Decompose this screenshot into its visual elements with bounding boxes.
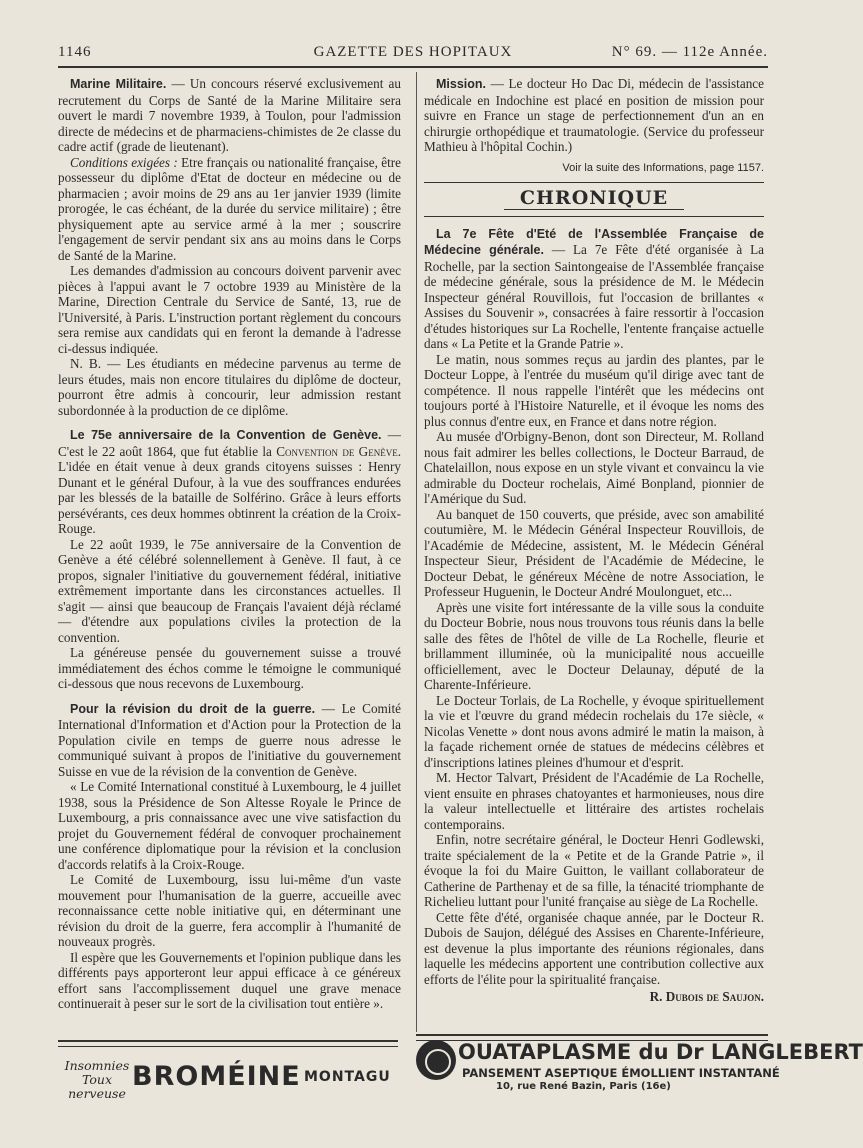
ad-rule bbox=[58, 1040, 398, 1047]
article-text: M. Hector Talvart, Président de l'Académie de La Rochelle, vient ensuite en phrases chatoyantes et harmonieuses, nous dire la valeur intellectuelle et littéraire des artistes rochelais contemporains. bbox=[424, 770, 764, 832]
article-text: — Un concours réservé exclusivement au recrutement du Corps de Santé de la Marine Militaire sera ouvert le mardi 7 novembre 1939, à Toulon, pour l'admission directe de médecins et de pharmaciens-chimistes de 2e classe du cadre actif (grade de lieutenant). bbox=[58, 76, 401, 154]
article-text: N. B. — Les étudiants en médecine parvenus au terme de leurs études, mais non encore titulaires du diplôme de docteur, pourront être admis à concourir, leur admission restant subordonnée à la production de ce diplôme. bbox=[58, 356, 401, 418]
ad-indication bbox=[58, 1059, 136, 1101]
header-rule bbox=[58, 66, 768, 68]
ad-product-name: BROMÉINE bbox=[132, 1061, 301, 1092]
ad-bromeine bbox=[58, 1055, 398, 1125]
article-heading: Marine Militaire. bbox=[70, 77, 167, 91]
article-heading: La 7e Fête d'Eté de l'Assemblée Française de Médecine générale. bbox=[424, 226, 764, 257]
ad-product-name: OUATAPLASME du Dr LANGLEBERT bbox=[458, 1040, 863, 1064]
page-number: 1146 bbox=[58, 44, 92, 60]
ad-ouataplasme bbox=[416, 1040, 863, 1116]
ad-logo-icon bbox=[416, 1040, 456, 1080]
article-fete bbox=[424, 226, 764, 1005]
article-text: Après une visite fort intéressante de la ville sous la conduite du Docteur Bobrie, nous nous trouvons tous réunis dans la belle salle des fêtes de l'hôtel de ville de La Rochelle, fleurie et brillamment illuminée, où la municipalité nous accueille officiellement, avec le Docteur Delaunay, député de la Charente-Inférieure. bbox=[424, 599, 764, 692]
article-text: La généreuse pensée du gouvernement suisse a trouvé immédiatement des échos comme le témoigne le communiqué ci-dessous que nous recevons de Luxembourg. bbox=[58, 645, 401, 691]
article-text: « Le Comité International constitué à Luxembourg, le 4 juillet 1938, sous la Présidence de Son Altesse Royale le Prince de Luxembourg, a pris connaissance avec une vive satisfaction du projet du Gouvernement fédéral de convoquer prochainement une conférence diplomatique pour la révision et la conclusion d'accords relatifs à la Croix-Rouge. bbox=[58, 779, 401, 872]
article-text: Convention de Genève. bbox=[276, 443, 401, 459]
article-signature: R. Dubois de Saujon. bbox=[649, 989, 764, 1004]
ad-address: 10, rue René Bazin, Paris (16e) bbox=[496, 1081, 671, 1092]
continuation-note: Voir la suite des Informations, page 1157. bbox=[562, 161, 764, 174]
ad-indication-line: Insomnies bbox=[64, 1058, 130, 1073]
article-text: — La 7e Fête d'été organisée à La Rochelle, par la section Saintongeaise de l'Assemblée française de médecine générale, sous la présidence de M. le Médecin Inspecteur général Rouvillois, fut l'occasion de brillantes « Assises du Souvenir », consacrées à faire ressortir à l'occasion d'études historiques sur La Rochelle, l'entente française actuelle dans « La Petite et la Grande Patrie ». bbox=[424, 242, 765, 351]
article-text: L'idée en était venue à deux grands citoyens suisses : Henry Dunant et le général Dufour, à la vue des souffrances endurées par les blessés de la bataille de Solférino. Grâce à leurs efforts persévérants, ces deux hommes obtinrent la création de la Croix-Rouge. bbox=[58, 459, 401, 536]
chronique-title: CHRONIQUE bbox=[504, 191, 684, 210]
article-text: Les demandes d'admission au concours doivent parvenir avec pièces à l'appui avant le 7 octobre 1939 au Ministère de la Marine, Direction Centrale du Service de Santé, 13, rue de l'Université, à Paris. L'instruction portant règlement du concours sera remise aux candidats qui en feront la demande à l'adresse ci-dessus indiquée. bbox=[58, 263, 401, 356]
article-mission bbox=[424, 76, 764, 176]
article-text: — Le Comité International d'Information et d'Action pour la Protection de la Population civile en temps de guerre nous adresse le communiqué suivant à propos de l'initiative du gouvernement Suisse en vue de la révision de la convention de Genève. bbox=[58, 700, 401, 779]
ad-tagline: PANSEMENT ASEPTIQUE ÉMOLLIENT INSTANTANÉ bbox=[462, 1066, 780, 1080]
ad-indication-line: Toux nerveuse bbox=[68, 1072, 126, 1101]
ad-brand-name: MONTAGU bbox=[304, 1069, 391, 1085]
article-text: Au musée d'Orbigny-Benon, dont son Directeur, M. Rolland nous fait admirer les belles collections, le Docteur Barraud, de Chatelaillon, nous expose en un style vivant et convaincu la vie admirable du Docteur rochelais, Aimé Bonpland, pionnier de l'Amérique du Sud. bbox=[424, 429, 764, 506]
article-heading: Mission. bbox=[436, 77, 487, 91]
article-text: Le Docteur Torlais, de La Rochelle, y évoque spirituellement la vie et l'œuvre du grand médecin rochelais du 17e siècle, « Nicolas Venette » dont nous avons admiré le matin la maison, à la façade richement ornée de statues de médecins célèbres et d'inscriptions latines pleines d'humour et d'esprit. bbox=[424, 692, 764, 770]
article-guerre bbox=[58, 701, 401, 1012]
article-text: Le matin, nous sommes reçus au jardin des plantes, par le Docteur Loppe, à l'entrée du muséum qu'il dirige avec tant de compétence. Il nous rappelle l'intérêt que les médecins ont toujours porté à l'Histoire Naturelle, et il évoque les noms des plus connus d'entre eux, en France et dans notre région. bbox=[424, 351, 764, 429]
article-text: Il espère que les Gouvernements et l'opinion publique dans les différents pays apporteront leur appui efficace à ce généreux effort sans l'accomplissement duquel une grave menace continuerait à peser sur le sort de la civilisation tout entière ». bbox=[58, 949, 401, 1011]
article-text: — C'est le 22 août 1864, que fut établie la bbox=[58, 427, 401, 459]
article-text: Le 22 août 1939, le 75e anniversaire de la Convention de Genève a été célébré solennellement à Genève. Il faut, à ce propos, signaler l'initiative du gouvernement fédéral, initiative extrêmement importante dans les circonstances actuelles. Il s'agit — ainsi que beaucoup de Français l'avaient déjà réclamé — d'étendre aux populations civiles la protection de la convention. bbox=[58, 536, 401, 645]
page-header bbox=[58, 40, 768, 64]
article-text: Le Comité de Luxembourg, issu lui-même d'un vaste mouvement pour l'humanisation de la guerre, accueille avec reconnaissance cette noble initiative qui, en déterminant une révision du droit de la guerre, fera accomplir à l'humanité de nouveaux progrès. bbox=[58, 872, 401, 949]
right-column bbox=[424, 76, 764, 1005]
article-text: Enfin, notre secrétaire général, le Docteur Henri Godlewski, traite spécialement de la « Petite et de la Grande Patrie », il évoque la foi du Maire Guitton, le vaillant collaborateur de Catherine de Parthenay et de sa fille, la ténacité triomphante de Richelieu luttant pour l'unité française au siège de La Rochelle. bbox=[424, 832, 764, 909]
article-text: — Le docteur Ho Dac Di, médecin de l'assistance médicale en Indochine est placé en position de mission pour suivre en France un stage de perfectionnement d'un an en chirurgie orthopédique et traumatologie. (Service du professeur Mathieu à l'hôpital Cochin.) bbox=[424, 76, 764, 154]
article-heading: Le 75e anniversaire de la Convention de Genève. bbox=[70, 428, 382, 442]
article-marine bbox=[58, 76, 401, 418]
article-geneve bbox=[58, 427, 401, 692]
issue-number: N° 69. — 112e Année. bbox=[611, 44, 768, 60]
journal-title: GAZETTE DES HOPITAUX bbox=[313, 44, 513, 60]
article-text: Etre français ou nationalité française, être possesseur du diplôme d'Etat de docteur en médecine ou de pharmacien ; avoir moins de 29 ans au 1er janvier 1939 (limite prorogée, le cas échéant, de la durée du service militaire) ; être physiquement apte au service armé à la mer ; souscrire l'engagement de servir pendant six ans au moins dans le Corps de Santé de la Marine. bbox=[58, 154, 401, 263]
conditions-label: Conditions exigées : bbox=[70, 154, 178, 170]
article-text: Cette fête d'été, organisée chaque année, par le Docteur R. Dubois de Saujon, délégué des Assises en Charente-Inférieure, est devenue la plus importante des réunions régionales, dans laquelle les médecins apportent une contribution collective aux efforts de l'élite pour la spiritualité française. bbox=[424, 909, 764, 987]
section-rule bbox=[424, 216, 764, 217]
section-rule bbox=[424, 182, 764, 183]
article-heading: Pour la révision du droit de la guerre. bbox=[70, 701, 316, 716]
article-text: Au banquet de 150 couverts, que préside, avec son amabilité coutumière, M. le Médecin Général Inspecteur Rouvillois, de l'Académie de Médecine, assistent, M. le Médecin Général Inspecteur Sieur, Président de l'Académie de Médecine, le Docteur Debat, le généreux Mécène de notre Association, le Professeur Huguenin, le Docteur André Moulonguet, etc... bbox=[424, 506, 764, 599]
left-column bbox=[58, 76, 401, 1012]
column-divider bbox=[416, 72, 417, 1032]
